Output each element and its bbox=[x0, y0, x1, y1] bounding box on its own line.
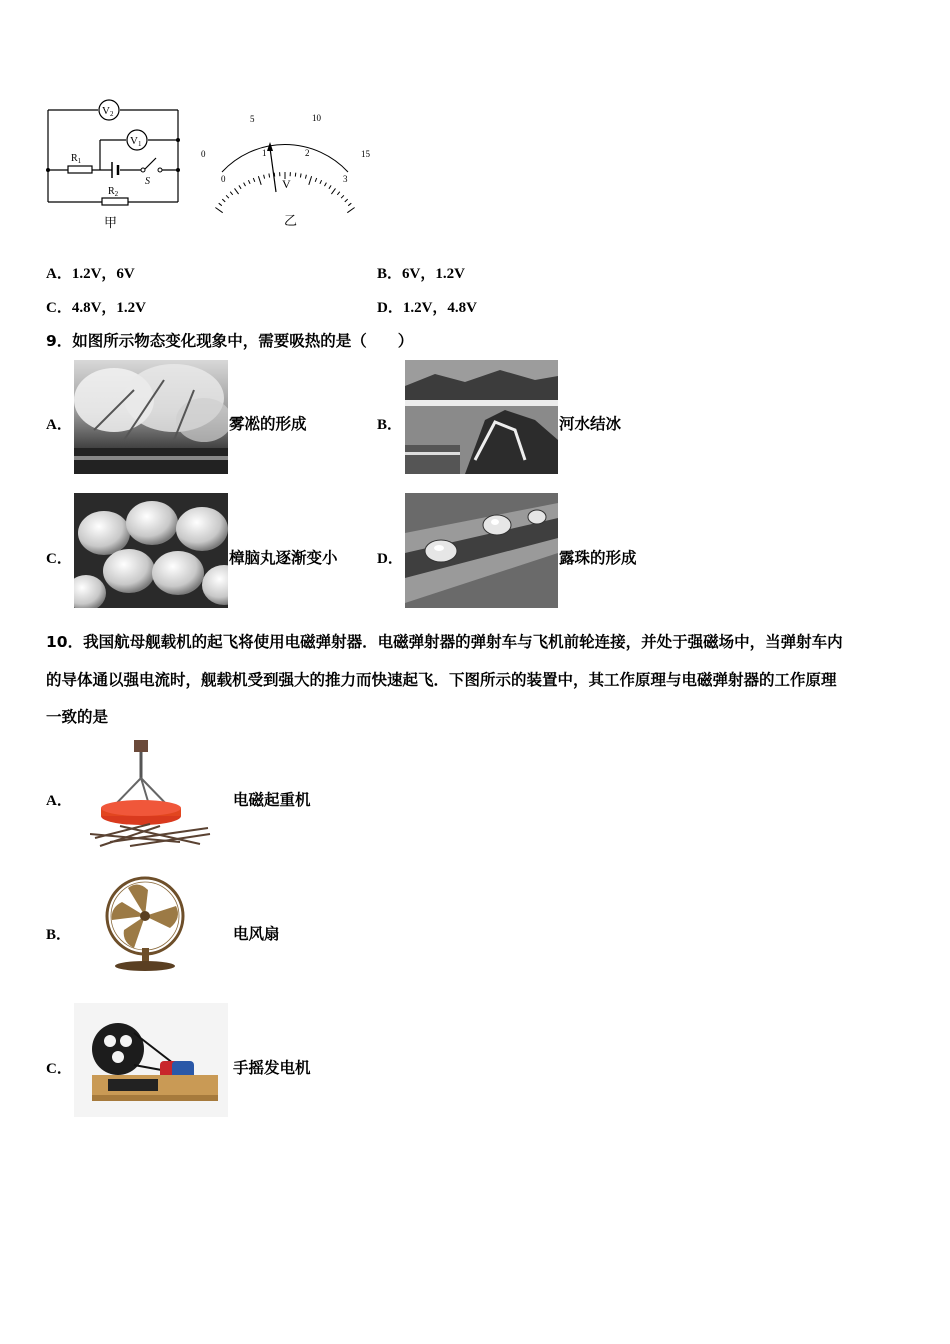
q9-option-d-caption: 露珠的形成 bbox=[559, 549, 637, 567]
dial-tick bbox=[239, 185, 241, 188]
dial-tick bbox=[320, 180, 322, 184]
circuit-diagram bbox=[40, 98, 190, 233]
q10-option-b-letter[interactable]: B． bbox=[46, 927, 72, 943]
dial-tick bbox=[315, 178, 317, 182]
dial-pointer bbox=[270, 148, 276, 192]
dial-tick bbox=[348, 203, 351, 206]
outer-scale-10: 10 bbox=[312, 113, 321, 123]
q10-option-a-caption: 电磁起重机 bbox=[233, 791, 311, 809]
figure-caption-jia: 甲 bbox=[104, 215, 118, 230]
q9-option-a-caption: 雾凇的形成 bbox=[229, 415, 307, 433]
q9-option-b-caption: 河水结冰 bbox=[559, 415, 622, 433]
q8-option-b[interactable]: B．6V，1.2V bbox=[377, 266, 465, 282]
dial-tick bbox=[264, 175, 265, 179]
dial-tick bbox=[309, 176, 312, 185]
q9-option-b-letter[interactable]: B． bbox=[377, 417, 403, 433]
hand-crank-generator-image bbox=[74, 1003, 228, 1117]
dial-tick bbox=[269, 174, 270, 178]
dial-tick bbox=[305, 175, 306, 179]
electric-fan-image bbox=[98, 876, 193, 974]
dial-tick bbox=[253, 178, 255, 182]
river-ice-photo bbox=[405, 360, 558, 474]
r1-resistor bbox=[68, 166, 92, 173]
inner-scale-1: 1 bbox=[262, 148, 267, 158]
inner-scale-3: 3 bbox=[343, 174, 348, 184]
dial-tick bbox=[215, 208, 222, 213]
q10-stem-line2: 的导体通以强电流时，舰载机受到强大的推力而快速起飞．下图所示的装置中，其工作原理与电磁弹射器的工作原理 bbox=[46, 671, 837, 689]
q9-option-a-letter[interactable]: A． bbox=[46, 417, 72, 433]
q10-stem-line3: 一致的是 bbox=[46, 708, 109, 726]
dial-tick bbox=[331, 188, 335, 194]
dial-arc bbox=[222, 145, 348, 172]
v1-label: V1 bbox=[130, 135, 142, 148]
dial-tick bbox=[222, 199, 225, 202]
q9-option-d-letter[interactable]: D． bbox=[377, 551, 403, 567]
q10-stem-line1: 10．我国航母舰载机的起飞将使用电磁弹射器．电磁弹射器的弹射车与飞机前轮连接，并处于强磁场中，当弹射车内 bbox=[46, 633, 843, 651]
switch-contact bbox=[141, 168, 145, 172]
dew-photo bbox=[405, 493, 558, 608]
voltmeter-dial bbox=[198, 108, 383, 233]
q8-option-c[interactable]: C．4.8V，1.2V bbox=[46, 300, 147, 316]
v2-label: V2 bbox=[102, 105, 114, 118]
q8-option-d[interactable]: D．1.2V，4.8V bbox=[377, 300, 478, 316]
r1-label: $R_1$ bbox=[71, 153, 82, 165]
dial-tick bbox=[337, 192, 340, 195]
dial-tick bbox=[345, 199, 348, 202]
dial-tick bbox=[244, 183, 246, 187]
dial-tick bbox=[300, 174, 301, 178]
voltmeter-unit: V bbox=[282, 177, 291, 191]
dial-tick bbox=[329, 185, 331, 188]
electromagnetic-crane-image bbox=[90, 738, 215, 853]
dial-tick bbox=[347, 208, 354, 213]
q9-stem: 9．如图所示物态变化现象中，需要吸热的是（ ） bbox=[46, 332, 414, 350]
outer-scale-15: 15 bbox=[361, 149, 370, 159]
switch-contact bbox=[158, 168, 162, 172]
dial-tick bbox=[235, 188, 239, 194]
q10-option-c-caption: 手摇发电机 bbox=[233, 1059, 311, 1077]
q10-option-a-letter[interactable]: A． bbox=[46, 793, 72, 809]
inner-scale-0: 0 bbox=[221, 174, 226, 184]
dial-tick bbox=[248, 180, 250, 184]
dial-tick bbox=[341, 195, 344, 198]
r2-label: $R_2$ bbox=[108, 186, 119, 198]
dial-tick bbox=[226, 195, 229, 198]
r2-resistor bbox=[102, 198, 128, 205]
figure-caption-yi: 乙 bbox=[284, 213, 298, 228]
rime-photo bbox=[74, 360, 228, 474]
q9-option-c-caption: 樟脑丸逐渐变小 bbox=[229, 549, 338, 567]
dial-tick bbox=[258, 176, 261, 185]
q10-option-c-letter[interactable]: C． bbox=[46, 1061, 72, 1077]
q8-option-a[interactable]: A．1.2V，6V bbox=[46, 266, 135, 282]
camphor-photo bbox=[74, 493, 228, 608]
dial-tick bbox=[295, 173, 296, 177]
switch-label: S bbox=[145, 176, 150, 187]
dial-tick bbox=[230, 192, 233, 195]
dial-tick bbox=[219, 203, 222, 206]
outer-scale-5: 5 bbox=[250, 114, 255, 124]
q9-option-c-letter[interactable]: C． bbox=[46, 551, 72, 567]
outer-scale-0: 0 bbox=[201, 149, 206, 159]
inner-scale-2: 2 bbox=[305, 148, 310, 158]
dial-tick bbox=[325, 183, 327, 187]
q10-option-b-caption: 电风扇 bbox=[233, 925, 280, 943]
